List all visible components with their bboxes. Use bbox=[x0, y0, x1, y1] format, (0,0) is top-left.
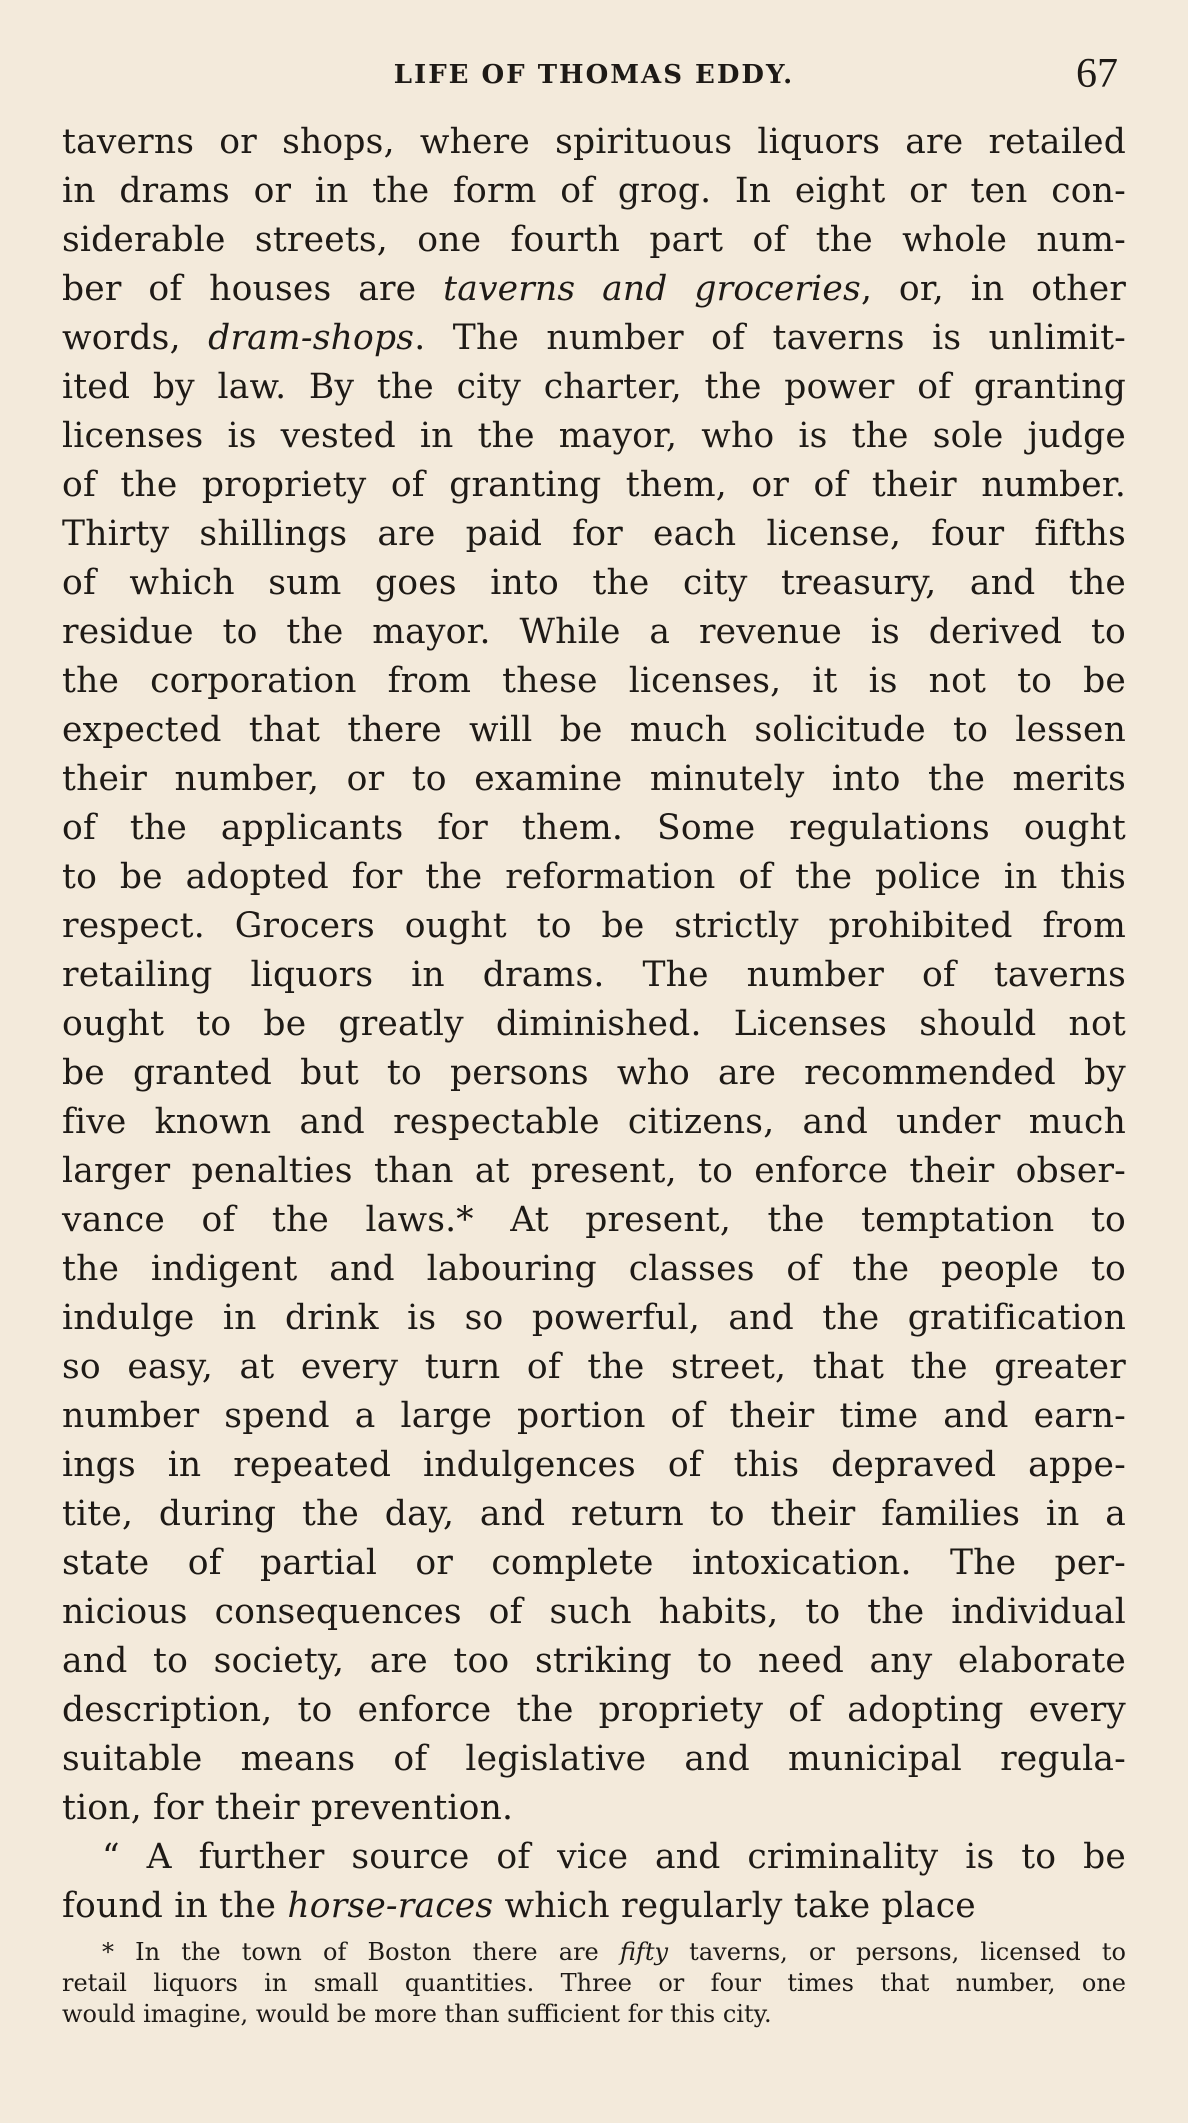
italic-phrase: taverns and groceries bbox=[443, 269, 861, 309]
text-line: taverns or shops, where spirituous liquors are retailed bbox=[62, 122, 1126, 162]
page-number: 67 bbox=[1076, 51, 1118, 97]
running-head bbox=[62, 50, 1126, 110]
text-line: Thirty shillings are paid for each license, four fifths bbox=[62, 514, 1126, 554]
text-line: ber of houses are taverns and groceries, or, in other bbox=[62, 269, 1127, 309]
text-line: number spend a large portion of their time and earn- bbox=[62, 1396, 1126, 1436]
footnote-line: * In the town of Boston there are fifty taverns, or persons, licensed to bbox=[102, 1938, 1126, 1966]
text-line: nicious consequences of such habits, to the individual bbox=[62, 1592, 1126, 1632]
text-line: vance of the laws.* At present, the temptation to bbox=[62, 1200, 1126, 1240]
text-line: and to society, are too striking to need any elaborate bbox=[62, 1641, 1126, 1681]
text-line: the corporation from these licenses, it is not to be bbox=[62, 661, 1126, 701]
text-line: so easy, at every turn of the street, that the greater bbox=[62, 1347, 1126, 1387]
text-line: tion, for their prevention. bbox=[62, 1788, 514, 1828]
text-line: to be adopted for the reformation of the police in this bbox=[62, 857, 1126, 897]
italic-phrase: fifty bbox=[619, 1938, 669, 1966]
footnote-line: retail liquors in small quantities. Three or four times that number, one bbox=[62, 1969, 1126, 1997]
text-line: licenses is vested in the mayor, who is the sole judge bbox=[62, 416, 1126, 456]
body-text bbox=[62, 118, 1126, 1931]
text-line: residue to the mayor. While a revenue is derived to bbox=[62, 612, 1126, 652]
text-line: the indigent and labouring classes of the people to bbox=[62, 1249, 1126, 1289]
text-line: words, dram-shops. The number of taverns is unlimit- bbox=[62, 318, 1127, 358]
text-line: suitable means of legislative and municipal regula- bbox=[62, 1739, 1126, 1779]
text-line: siderable streets, one fourth part of the whole num- bbox=[62, 220, 1126, 260]
text-line: their number, or to examine minutely into the merits bbox=[62, 759, 1126, 799]
text-line: ited by law. By the city charter, the power of granting bbox=[62, 367, 1126, 407]
text-line: tite, during the day, and return to their families in a bbox=[62, 1494, 1126, 1534]
text-line: ought to be greatly diminished. Licenses should not bbox=[62, 1004, 1126, 1044]
text-line: larger penalties than at present, to enforce their obser- bbox=[62, 1151, 1126, 1191]
text-line: five known and respectable citizens, and under much bbox=[62, 1102, 1126, 1142]
text-line: indulge in drink is so powerful, and the gratification bbox=[62, 1298, 1126, 1338]
text-line: “ A further source of vice and criminality is to be bbox=[102, 1837, 1126, 1877]
text-line: retailing liquors in drams. The number of taverns bbox=[62, 955, 1126, 995]
text-line: expected that there will be much solicitude to lessen bbox=[62, 710, 1126, 750]
italic-phrase: dram-shops bbox=[208, 318, 415, 358]
italic-phrase: horse-races bbox=[287, 1886, 494, 1926]
footnote-line: would imagine, would be more than sufficient for this city. bbox=[62, 2000, 772, 2028]
book-page bbox=[62, 50, 1126, 2030]
text-line: of the applicants for them. Some regulations ought bbox=[62, 808, 1126, 848]
text-line: respect. Grocers ought to be strictly prohibited from bbox=[62, 906, 1126, 946]
text-line: in drams or in the form of grog. In eight or ten con- bbox=[62, 171, 1126, 211]
footnote bbox=[62, 1937, 1126, 2030]
text-line: description, to enforce the propriety of adopting every bbox=[62, 1690, 1126, 1730]
running-title: LIFE OF THOMAS EDDY. bbox=[393, 60, 795, 90]
text-line: of the propriety of granting them, or of their number. bbox=[62, 465, 1126, 505]
text-line: of which sum goes into the city treasury, and the bbox=[62, 563, 1126, 603]
text-line: state of partial or complete intoxication. The per- bbox=[62, 1543, 1126, 1583]
text-line: be granted but to persons who are recommended by bbox=[62, 1053, 1126, 1093]
text-line: ings in repeated indulgences of this depraved appe- bbox=[62, 1445, 1126, 1485]
text-line: found in the horse-races which regularly take place bbox=[62, 1886, 976, 1926]
